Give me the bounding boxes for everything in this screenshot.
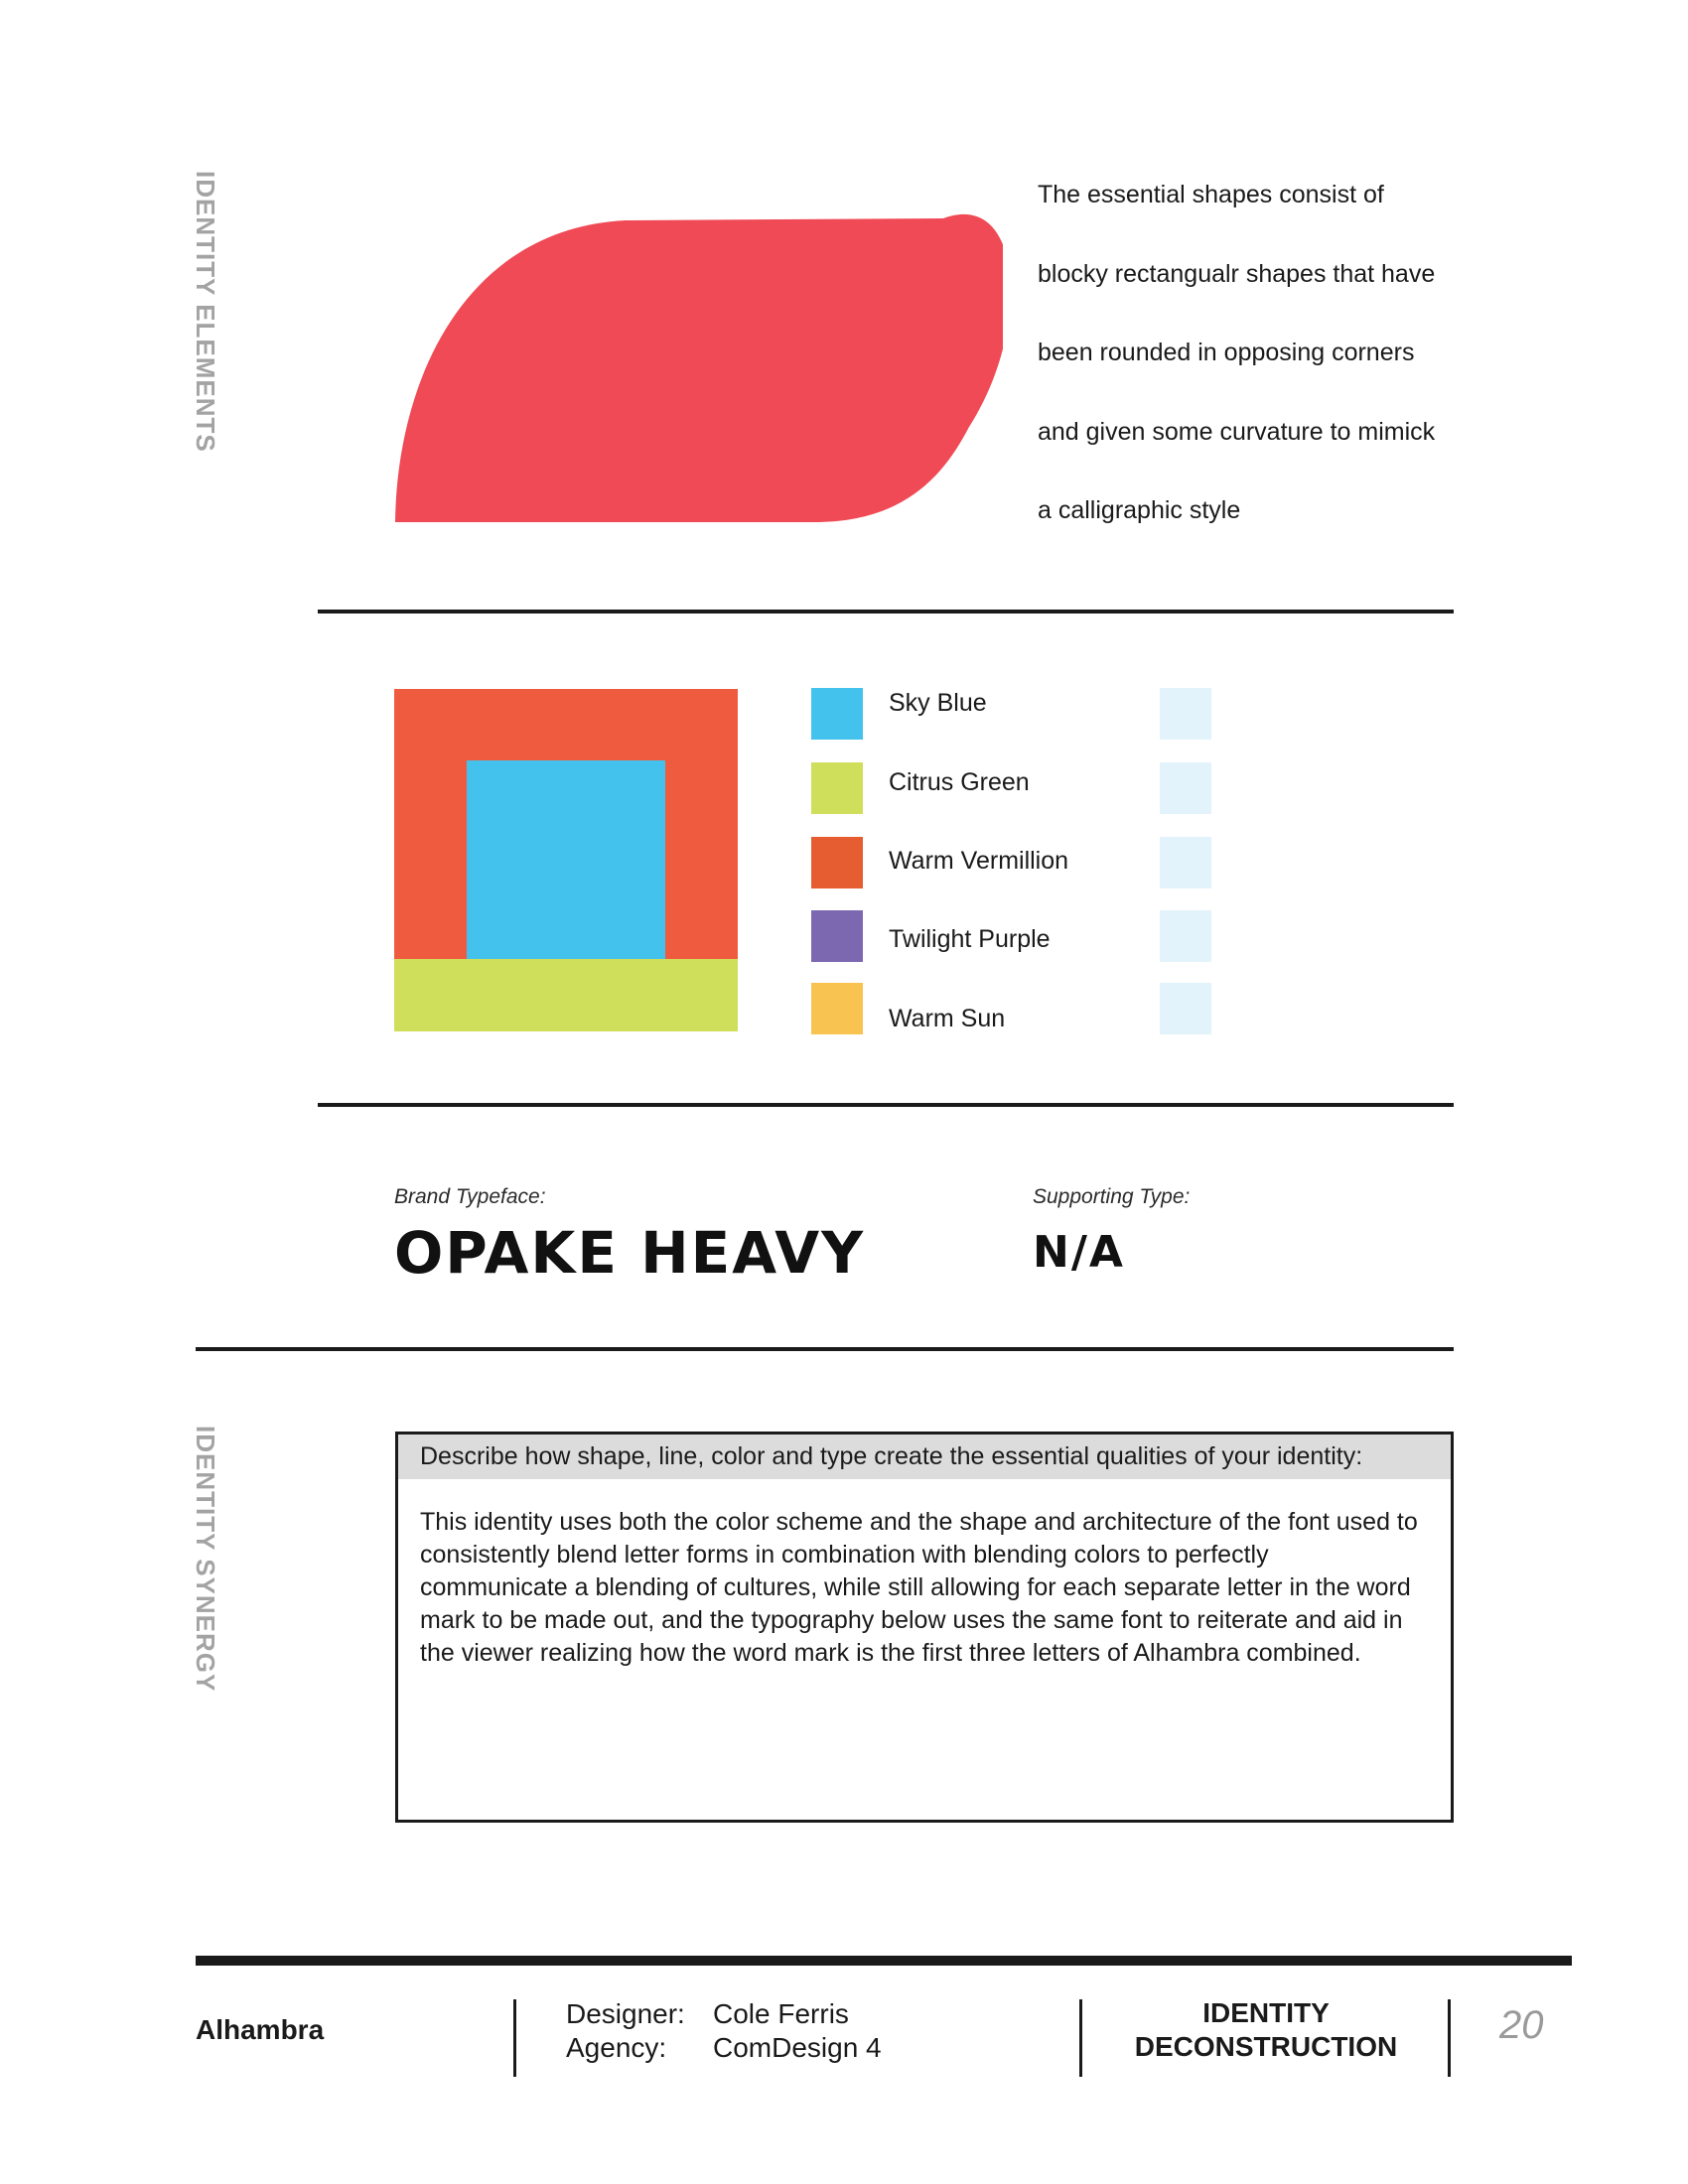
swatch-label-citrus-green: Citrus Green: [889, 768, 1030, 796]
swatch-citrus-green: [811, 762, 863, 814]
swatch-warm-vermillion: [811, 837, 863, 888]
swatch-twilight-purple: [811, 910, 863, 962]
swatch-label-warm-vermillion: Warm Vermillion: [889, 847, 1069, 875]
swatch-label-twilight-purple: Twilight Purple: [889, 925, 1051, 953]
essential-shape-graphic: [387, 179, 1003, 536]
synergy-prompt: Describe how shape, line, color and type create the essential qualities of your identity:: [398, 1434, 1451, 1479]
swatch-sky-blue: [811, 688, 863, 740]
swatch-placeholder-4: [1160, 910, 1211, 962]
swatch-placeholder-2: [1160, 762, 1211, 814]
footer-separator-2: [1079, 1999, 1082, 2077]
synergy-box: [395, 1432, 1454, 1823]
footer-section-title-line-1: IDENTITY: [1202, 1997, 1330, 2028]
footer-designer-name: Cole Ferris: [713, 1998, 849, 2029]
brand-typeface-caption: Brand Typeface:: [394, 1185, 546, 1208]
shape-description-line-5: a calligraphic style: [1038, 496, 1241, 524]
side-label-identity-elements: IDENTITY ELEMENTS: [191, 171, 220, 453]
color-block-blue: [467, 760, 665, 959]
swatch-placeholder-3: [1160, 837, 1211, 888]
color-block-composition: [394, 689, 738, 1031]
side-label-identity-synergy: IDENTITY SYNERGY: [191, 1426, 220, 1693]
swatch-placeholder-5: [1160, 983, 1211, 1034]
shape-description-line-3: been rounded in opposing corners: [1038, 339, 1415, 366]
shape-description-line-2: blocky rectangualr shapes that have: [1038, 260, 1436, 288]
footer-separator-3: [1448, 1999, 1451, 2077]
section-divider-3: [196, 1347, 1454, 1351]
leaf-shape: [395, 214, 1003, 522]
shape-description-line-1: The essential shapes consist of: [1038, 181, 1384, 208]
swatch-placeholder-1: [1160, 688, 1211, 740]
footer-agency-name: ComDesign 4: [713, 2032, 882, 2063]
footer-separator-1: [513, 1999, 516, 2077]
section-divider-2: [318, 1103, 1454, 1107]
color-block-green: [394, 959, 738, 1031]
section-divider-1: [318, 610, 1454, 614]
footer-project-name: Alhambra: [196, 2014, 325, 2045]
swatch-warm-sun: [811, 983, 863, 1034]
footer-designer-label: Designer:: [566, 1998, 685, 2029]
swatch-label-warm-sun: Warm Sun: [889, 1005, 1006, 1032]
synergy-answer: This identity uses both the color scheme and the shape and architecture of the font used to consistently blend letter forms in combination with blending colors to perfectly communicate a blending of cultures, while still allowing for each separate letter in the word mark to be made out, and the typography below uses the same font to reiterate and aid in the viewer realizing how the word mark is the first three letters of Alhambra combined.: [420, 1508, 1418, 1667]
page-number: 20: [1499, 2003, 1544, 2047]
footer-section-title-line-2: DECONSTRUCTION: [1134, 2031, 1398, 2062]
brand-typeface-name: OPAKE HEAVY: [394, 1219, 866, 1287]
footer-rule: [196, 1956, 1572, 1966]
supporting-type-name: N/A: [1033, 1227, 1125, 1278]
swatch-label-sky-blue: Sky Blue: [889, 689, 987, 717]
shape-description-line-4: and given some curvature to mimick: [1038, 418, 1436, 446]
supporting-type-caption: Supporting Type:: [1033, 1185, 1191, 1208]
footer-agency-label: Agency:: [566, 2032, 667, 2063]
